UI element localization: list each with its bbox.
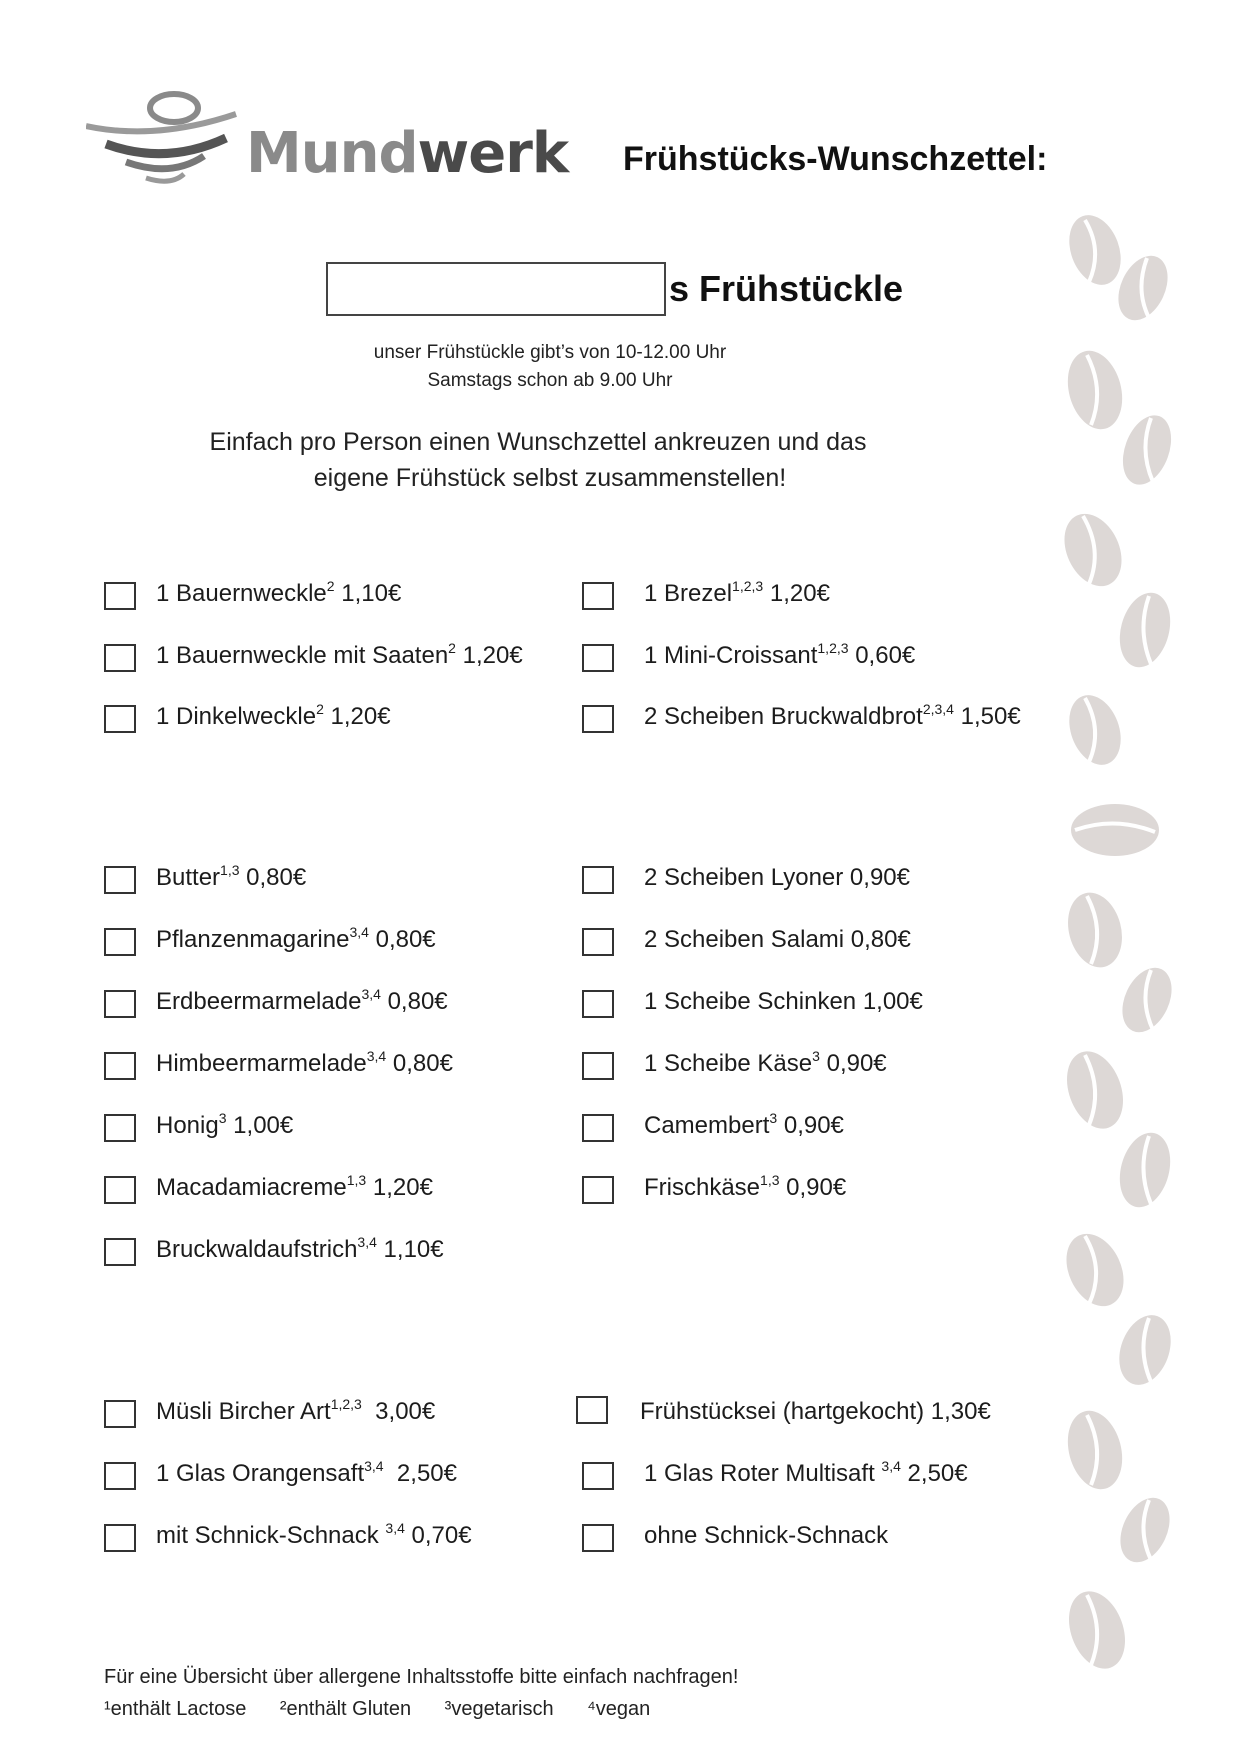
item-price: 3,00€: [361, 1398, 436, 1425]
item-allergens: 1,2,3: [732, 578, 764, 594]
logo-text-werk: werk: [417, 121, 569, 186]
item-allergens: 3,4: [349, 924, 369, 940]
item-allergens: 3: [812, 1048, 820, 1064]
allergen-note: Für eine Übersicht über allergene Inhaltsstoffe bitte einfach nachfragen!: [104, 1666, 739, 1688]
allergen-legend: [104, 1698, 678, 1721]
item-allergens: 2,3,4: [922, 701, 954, 717]
item-name: Erdbeermarmelade: [156, 988, 362, 1015]
checkbox-icon[interactable]: [582, 1052, 614, 1080]
item-price: 1,10€: [376, 1236, 444, 1263]
coffee-bean-icon: [1113, 960, 1175, 1040]
legend-gluten: ²enthält Gluten: [279, 1698, 412, 1720]
item-price: 0,80€: [368, 926, 436, 953]
checkbox-icon[interactable]: [104, 1462, 136, 1490]
coffee-bean-icon: [1114, 409, 1175, 492]
intro-line-1: Einfach pro Person einen Wunschzettel ankreuzen und das: [209, 428, 867, 456]
item-name: Himbeermarmelade: [156, 1050, 367, 1077]
item-label: [644, 642, 915, 670]
coffee-bean-icon: [1060, 345, 1131, 436]
item-label: [156, 580, 401, 608]
logo-text-mund: Mund: [246, 121, 418, 186]
item-name: 2 Scheiben Lyoner 0,90€: [644, 864, 910, 891]
intro-line-2: eigene Frühstück selbst zusammenstellen!: [313, 464, 787, 492]
coffee-bean-decoration: [1055, 210, 1175, 1710]
item-name: Frischkäse: [644, 1174, 761, 1201]
coffee-bean-icon: [1060, 688, 1130, 772]
item-allergens: 3,4: [881, 1458, 901, 1474]
item-name: 1 Scheibe Käse: [644, 1050, 813, 1077]
checkbox-icon[interactable]: [576, 1396, 608, 1424]
item-name: Pflanzenmagarine: [156, 926, 350, 953]
item-allergens: 3,4: [366, 1048, 387, 1064]
mundwerk-logo: [86, 86, 606, 196]
item-allergens: 3,4: [361, 986, 381, 1002]
checkbox-icon[interactable]: [582, 582, 614, 610]
name-suffix: s Frühstückle: [669, 268, 904, 309]
item-label: [644, 1522, 888, 1550]
item-price: 0,60€: [848, 642, 916, 669]
item-label: [644, 1460, 968, 1488]
item-name: Frühstücksei (hartgekocht) 1,30€: [640, 1398, 991, 1425]
item-name: mit Schnick-Schnack: [156, 1522, 386, 1549]
coffee-bean-icon: [1060, 887, 1130, 974]
checkbox-icon[interactable]: [582, 1176, 614, 1204]
item-price: 1,20€: [323, 703, 391, 730]
item-allergens: 1,3: [220, 862, 240, 878]
coffee-bean-icon: [1111, 1490, 1175, 1570]
item-price: 1,20€: [763, 580, 830, 607]
item-allergens: 2: [326, 578, 335, 594]
hours-line-2: Samstags schon ab 9.00 Uhr: [427, 370, 673, 391]
item-allergens: 2: [316, 701, 324, 717]
item-name: Camembert: [644, 1112, 770, 1139]
legend-vegetarian: ³vegetarisch: [444, 1698, 554, 1720]
checkbox-icon[interactable]: [104, 1176, 136, 1204]
item-label: [156, 1112, 293, 1140]
item-name: Bruckwaldaufstrich: [156, 1236, 358, 1263]
checkbox-icon[interactable]: [582, 705, 614, 733]
item-name: Honig: [156, 1112, 219, 1139]
item-price: 0,80€: [239, 864, 307, 891]
checkbox-icon[interactable]: [104, 990, 136, 1018]
coffee-bean-icon: [1055, 1225, 1134, 1316]
item-price: 1,50€: [953, 703, 1021, 730]
item-label: [156, 1050, 453, 1078]
item-price: 0,90€: [779, 1174, 847, 1201]
item-label: [156, 703, 391, 731]
page-title: Frühstücks-Wunschzettel:: [623, 140, 1048, 178]
item-price: 0,80€: [386, 1050, 453, 1077]
checkbox-icon[interactable]: [104, 1524, 136, 1552]
item-price: 1,00€: [226, 1112, 294, 1139]
coffee-bean-icon: [1071, 804, 1159, 856]
checkbox-icon[interactable]: [582, 644, 614, 672]
item-name: 2 Scheiben Salami 0,80€: [644, 926, 911, 953]
checkbox-icon[interactable]: [104, 1114, 136, 1142]
legend-vegan: ⁴vegan: [587, 1698, 651, 1720]
item-label: [156, 1460, 457, 1488]
item-name: 1 Glas Roter Multisaft: [644, 1460, 882, 1487]
item-label: [156, 1174, 433, 1202]
checkbox-icon[interactable]: [582, 866, 614, 894]
coffee-bean-icon: [1057, 1044, 1133, 1137]
item-name: 1 Scheibe Schinken 1,00€: [644, 988, 923, 1015]
checkbox-icon[interactable]: [582, 990, 614, 1018]
checkbox-icon[interactable]: [104, 928, 136, 956]
item-name: 1 Mini-Croissant: [644, 642, 818, 669]
item-allergens: 1,3: [346, 1172, 367, 1188]
item-price: 1,20€: [366, 1174, 433, 1201]
item-allergens: 3: [218, 1110, 227, 1126]
checkbox-icon[interactable]: [104, 1052, 136, 1080]
item-name: Macadamiacreme: [156, 1174, 347, 1201]
legend-lactose: ¹enthält Lactose: [104, 1698, 247, 1720]
item-label: [156, 926, 436, 954]
mundwerk-logo-icon: [86, 86, 246, 196]
item-label: [156, 1236, 444, 1264]
item-name: 1 Bauernweckle mit Saaten: [156, 642, 449, 669]
checkbox-icon[interactable]: [104, 582, 136, 610]
item-label: [640, 1398, 991, 1426]
item-label: [156, 642, 523, 670]
item-name: Müsli Bircher Art: [156, 1398, 331, 1425]
checkbox-icon[interactable]: [104, 1238, 136, 1266]
name-input[interactable]: [326, 262, 666, 316]
item-allergens: 3,4: [364, 1458, 384, 1474]
checkbox-icon[interactable]: [582, 1114, 614, 1142]
item-name: Butter: [156, 864, 221, 891]
checkbox-icon[interactable]: [104, 866, 136, 894]
item-price: 0,90€: [777, 1112, 844, 1139]
item-label: [156, 1522, 472, 1550]
item-price: 2,50€: [383, 1460, 457, 1487]
item-allergens: 3: [769, 1110, 778, 1126]
item-allergens: 3,4: [385, 1520, 405, 1536]
coffee-bean-icon: [1112, 1127, 1175, 1213]
item-label: [156, 864, 306, 892]
item-allergens: 1,2,3: [817, 640, 849, 656]
item-label: [644, 703, 1021, 731]
checkbox-icon[interactable]: [582, 1524, 614, 1552]
item-name: 1 Brezel: [644, 580, 733, 607]
coffee-bean-icon: [1059, 1584, 1135, 1677]
item-label: [644, 864, 910, 892]
checkbox-icon[interactable]: [104, 1400, 136, 1428]
item-name: ohne Schnick-Schnack: [644, 1522, 889, 1549]
item-price: 2,50€: [900, 1460, 968, 1487]
item-label: [156, 988, 448, 1016]
item-allergens: 1,3: [760, 1172, 780, 1188]
coffee-bean-icon: [1055, 505, 1133, 596]
item-label: [644, 988, 923, 1016]
item-label: [644, 1050, 887, 1078]
item-price: 0,80€: [380, 988, 448, 1015]
item-price: 1,20€: [455, 642, 523, 669]
item-label: [644, 580, 830, 608]
item-label: [156, 1398, 435, 1426]
item-allergens: 1,2,3: [330, 1396, 362, 1412]
item-name: 1 Dinkelweckle: [156, 703, 317, 730]
checkbox-icon[interactable]: [582, 928, 614, 956]
item-price: 0,70€: [404, 1522, 472, 1549]
coffee-bean-icon: [1060, 1405, 1131, 1496]
checkbox-icon[interactable]: [582, 1462, 614, 1490]
item-allergens: 3,4: [357, 1234, 377, 1250]
item-name: 1 Glas Orangensaft: [156, 1460, 365, 1487]
item-name: 2 Scheiben Bruckwaldbrot: [644, 703, 923, 730]
coffee-bean-icon: [1112, 587, 1175, 673]
item-label: [644, 1112, 844, 1140]
item-label: [644, 926, 911, 954]
item-name: 1 Bauernweckle: [156, 580, 327, 607]
item-price: 1,10€: [334, 580, 402, 607]
item-label: [644, 1174, 846, 1202]
item-allergens: 2: [448, 640, 456, 656]
checkbox-icon[interactable]: [104, 705, 136, 733]
item-price: 0,90€: [819, 1050, 887, 1077]
coffee-bean-icon: [1110, 1308, 1175, 1392]
coffee-bean-icon: [1060, 210, 1130, 292]
hours-line-1: unser Frühstückle gibt’s von 10-12.00 Uhr: [373, 342, 727, 363]
checkbox-icon[interactable]: [104, 644, 136, 672]
